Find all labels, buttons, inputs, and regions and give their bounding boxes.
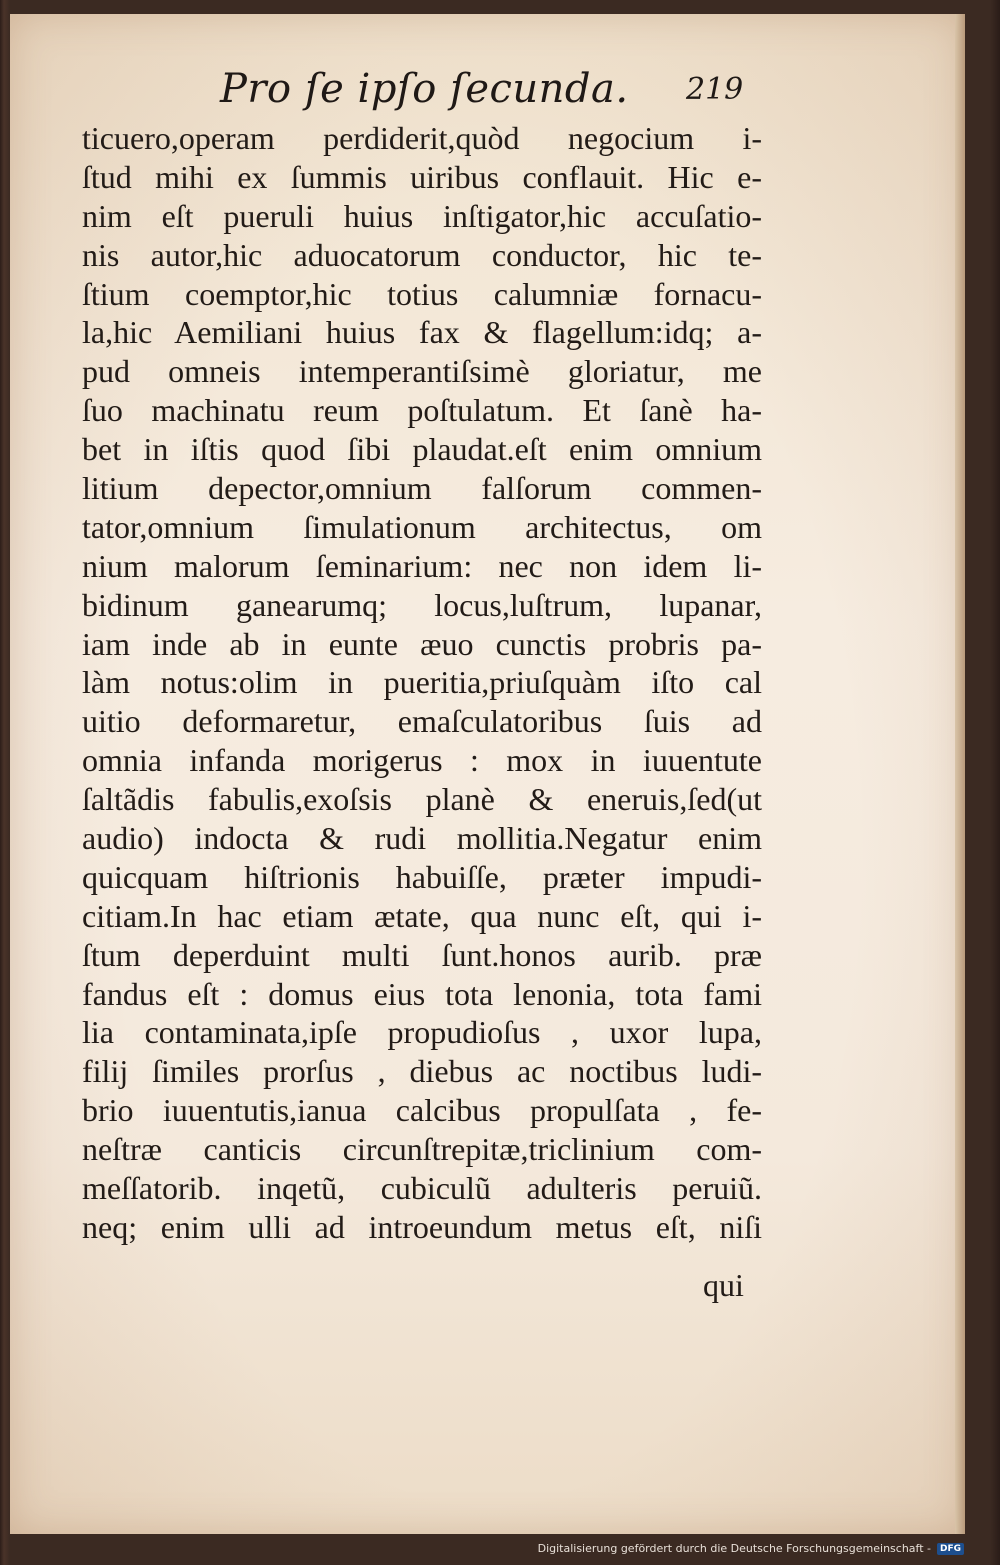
text-line: bet in iſtis quod ſibi plaudat.eſt enim omnium: [82, 431, 762, 468]
text-line: nium malorum ſeminarium: nec non idem li-: [82, 547, 762, 584]
running-head: Pro ſe ipſo ſecunda.: [220, 66, 629, 112]
text-line: nim eſt pueruli huius inſtigator,hic accuſatio-: [82, 197, 762, 234]
digitization-credit: [538, 1542, 964, 1555]
text-line: ticuero,operam perdiderit,quòd negocium i-: [82, 120, 762, 156]
text-line: nis autor,hic aduocatorum conductor, hic te-: [82, 236, 762, 273]
text-line: filij ſimiles prorſus , diebus ac noctibus ludi-: [82, 1053, 762, 1090]
text-line: ſtium coemptor,hic totius calumniæ fornacu-: [82, 275, 762, 312]
text-line: ſaltãdis fabulis,exoſsis planè & eneruis,ſed(ut: [82, 781, 762, 818]
dfg-logo: DFG: [937, 1543, 964, 1555]
text-line: ſtud mihi ex ſummis uiribus conflauit. Hic e-: [82, 158, 762, 195]
text-line: citiam.In hac etiam ætate, qua nunc eſt, qui i-: [82, 897, 762, 934]
catchword: qui: [703, 1267, 744, 1303]
page-number: 219: [686, 72, 744, 107]
text-line: làm notus:olim in pueritia,priuſquàm iſto cal: [82, 664, 762, 701]
text-line: neq; enim ulli ad introeundum metus eſt, niſi: [82, 1208, 762, 1245]
text-line: meſſatorib. inqetũ, cubiculũ adulteris peruiũ.: [82, 1170, 762, 1207]
page-edge: [955, 14, 965, 1534]
text-line: bidinum ganearumq; locus,luſtrum, lupanar,: [82, 586, 762, 623]
body-text: [82, 119, 762, 1247]
text-line: iam inde ab in eunte æuo cunctis probris pa-: [82, 625, 762, 662]
text-line: fandus eſt : domus eius tota lenonia, tota fami: [82, 975, 762, 1012]
text-line: quicquam hiſtrionis habuiſſe, præter impudi-: [82, 858, 762, 895]
credit-text: Digitalisierung gefördert durch die Deutsche Forschungsgemeinschaft -: [537, 1542, 931, 1555]
text-line: litium depector,omnium falſorum commen-: [82, 470, 762, 507]
book-page: [10, 14, 965, 1534]
text-line: pud omneis intemperantiſsimè gloriatur, me: [82, 353, 762, 390]
text-line: tator,omnium ſimulationum architectus, om: [82, 508, 762, 545]
text-line: brio iuuentutis,ianua calcibus propulſata , fe-: [82, 1092, 762, 1129]
text-line: omnia infanda morigerus : mox in iuuentute: [82, 742, 762, 779]
text-line: ſtum deperduint multi ſunt.honos aurib. præ: [82, 936, 762, 973]
text-line: la,hic Aemiliani huius fax & flagellum:idq; a-: [82, 314, 762, 351]
text-line: ſuo machinatu reum poſtulatum. Et ſanè ha-: [82, 392, 762, 429]
text-line: lia contaminata,ipſe propudioſus , uxor lupa,: [82, 1014, 762, 1051]
text-line: uitio deformaretur, emaſculatoribus ſuis ad: [82, 703, 762, 740]
page-header: [10, 66, 965, 126]
text-line: neſtræ canticis circunſtrepitæ,triclinium com-: [82, 1131, 762, 1168]
text-line: audio) indocta & rudi mollitia.Negatur enim: [82, 820, 762, 857]
